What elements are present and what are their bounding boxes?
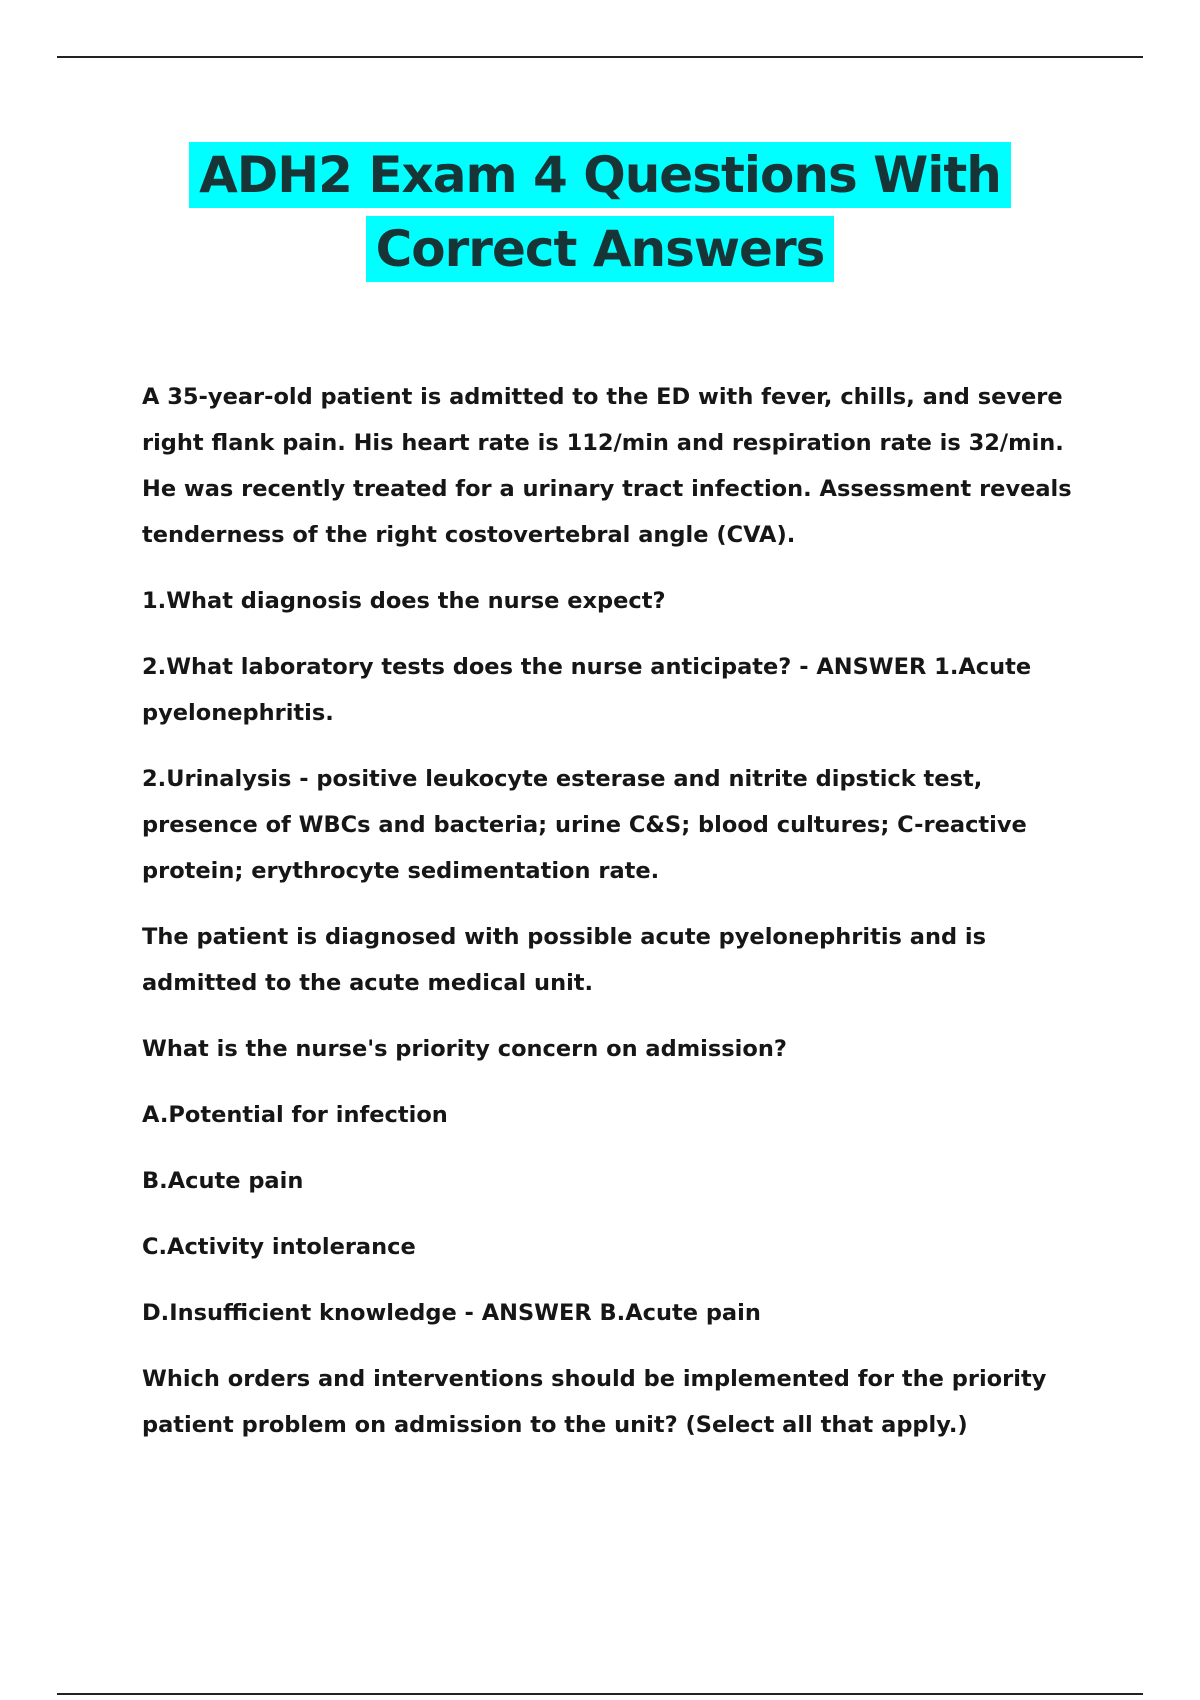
question-1: 1.What diagnosis does the nurse expect? [142, 588, 666, 614]
top-divider [57, 56, 1143, 58]
option-a: A.Potential for infection [142, 1102, 448, 1128]
diagnosis-paragraph: The patient is diagnosed with possible acute pyelonephritis and is admitted to the acute medical unit. [142, 924, 987, 996]
title-line-2: Correct Answers [366, 216, 835, 282]
option-b: B.Acute pain [142, 1168, 304, 1194]
option-c: C.Activity intolerance [142, 1234, 416, 1260]
case-scenario-paragraph: A 35-year-old patient is admitted to the ED with fever, chills, and severe right flank pain. His heart rate is 112/min and respiration rate is 32/min. He was recently treated for a urinary tract infection. Assessment reveals tenderness of the right costovertebral angle (CVA). [142, 384, 1072, 548]
title-line-1: ADH2 Exam 4 Questions With [189, 142, 1011, 208]
option-d-with-answer: D.Insufficient knowledge - ANSWER B.Acute pain [142, 1300, 761, 1326]
bottom-divider [57, 1693, 1143, 1695]
priority-concern-question: What is the nurse's priority concern on admission? [142, 1036, 787, 1062]
answer-2-urinalysis: 2.Urinalysis - positive leukocyte esterase and nitrite dipstick test, presence of WBCs and bacteria; urine C&S; blood cultures; C-reactive protein; erythrocyte sedimentation rate. [142, 766, 1027, 884]
orders-interventions-question: Which orders and interventions should be implemented for the priority patient problem on admission to the unit? (Select all that apply.) [142, 1366, 1047, 1438]
document-title [0, 142, 1200, 282]
document-body [142, 374, 1102, 1468]
question-2-with-answer: 2.What laboratory tests does the nurse anticipate? - ANSWER 1.Acute pyelonephritis. [142, 654, 1032, 726]
